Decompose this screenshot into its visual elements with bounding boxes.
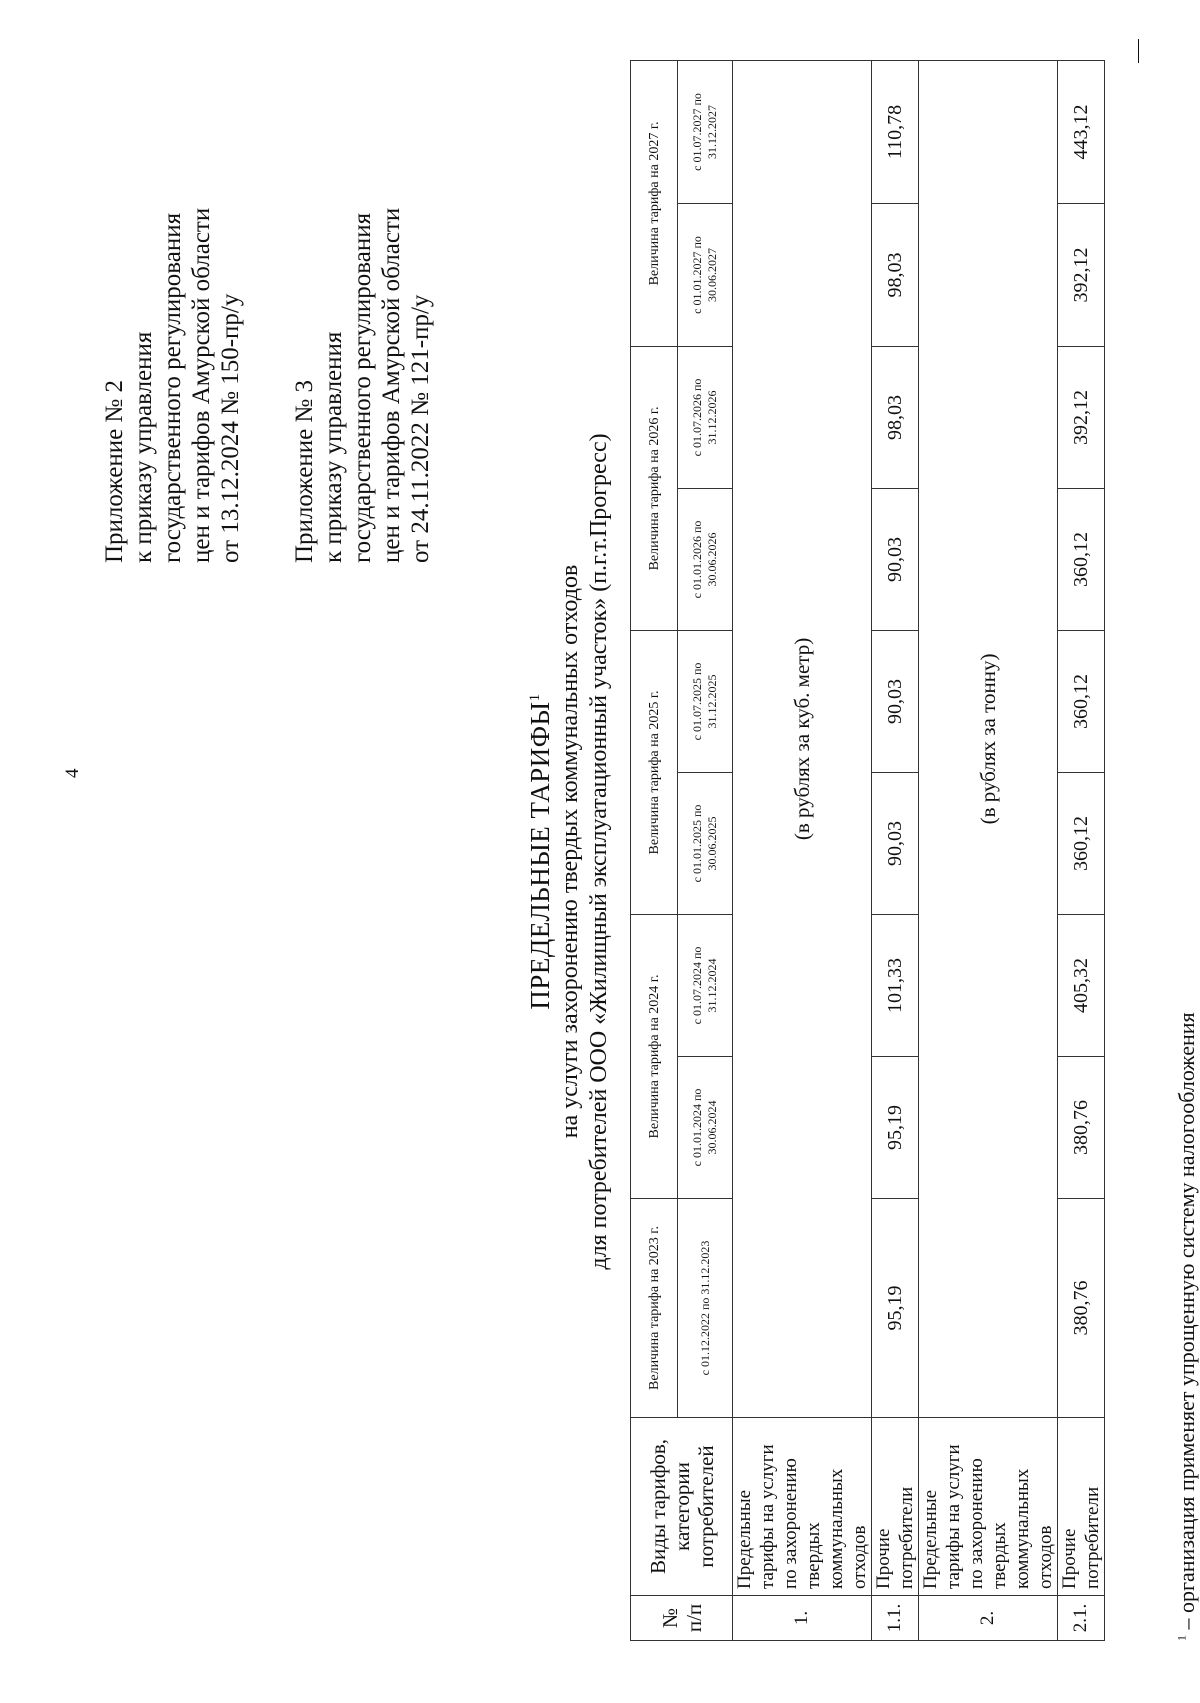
tariff-value: 110,78 [872, 60, 919, 203]
header-period: с 01.07.2025 по 31.12.2025 [678, 630, 733, 772]
tariff-value: 90,03 [872, 630, 919, 772]
row-num: 2.1. [1058, 1596, 1105, 1641]
header-period: с 01.12.2022 по 31.12.2023 [678, 1199, 733, 1418]
header-year: Величина тарифа на 2026 г. [631, 346, 678, 630]
section-name: Предельные тарифы на услуги по захоронению твердых коммунальных отходов [733, 1418, 872, 1596]
tariff-value: 380,76 [1058, 1199, 1105, 1418]
annex-line: цен и тарифов Амурской области [188, 207, 215, 563]
section-num: 2. [919, 1596, 1058, 1641]
annex-line: Приложение № 2 [101, 379, 128, 563]
tariff-table [630, 60, 1105, 1641]
table-row-section [919, 60, 1058, 1640]
page-number: 4 [62, 768, 83, 778]
annex-line: государственного регулирования [349, 212, 376, 563]
annex-line: цен и тарифов Амурской области [378, 207, 405, 563]
header-year: Величина тарифа на 2025 г. [631, 630, 678, 914]
table-row [1058, 60, 1105, 1640]
section-unit: (в рублях за куб. метр) [733, 60, 872, 1417]
title-block [520, 0, 614, 1703]
table-row [872, 60, 919, 1640]
header-name: Виды тарифов, категории потребителей [631, 1418, 733, 1596]
tariff-value: 101,33 [872, 914, 919, 1056]
annex-line: Приложение № 3 [291, 379, 318, 563]
title-footnote-mark: 1 [527, 693, 543, 702]
tariff-value: 392,12 [1058, 346, 1105, 488]
annex-line: от 24.11.2022 № 121-пр/у [407, 294, 434, 563]
row-num: 1.1. [872, 1596, 919, 1641]
annex-line: к приказу управления [130, 331, 157, 563]
tariff-value: 98,03 [872, 346, 919, 488]
tariff-value: 392,12 [1058, 203, 1105, 346]
header-year: Величина тарифа на 2023 г. [631, 1199, 678, 1418]
header-year: Величина тарифа на 2027 г. [631, 60, 678, 346]
section-num: 1. [733, 1596, 872, 1641]
scan-edge-mark [1138, 39, 1139, 63]
header-period: с 01.07.2027 по 31.12.2027 [678, 60, 733, 203]
header-period: с 01.07.2024 по 31.12.2024 [678, 914, 733, 1056]
tariff-value: 95,19 [872, 1199, 919, 1418]
header-period: с 01.01.2025 по 30.06.2025 [678, 772, 733, 914]
document-subtitle-consumer: для потребителей ООО «Жилищный эксплуатационный участок» (п.г.т.Прогресс) [586, 433, 612, 1270]
document-title [520, 0, 556, 1703]
annex-line: к приказу управления [320, 331, 347, 563]
tariff-value: 90,03 [872, 772, 919, 914]
header-period: с 01.01.2024 по 30.06.2024 [678, 1057, 733, 1199]
document-title-text: ПРЕДЕЛЬНЫЕ ТАРИФЫ [525, 701, 555, 1010]
annex-line: государственного регулирования [159, 212, 186, 563]
header-year: Величина тарифа на 2024 г. [631, 914, 678, 1198]
header-period: с 01.01.2027 по 30.06.2027 [678, 203, 733, 346]
header-period: с 01.07.2026 по 31.12.2026 [678, 346, 733, 488]
document-subtitle: на услуги захоронению твердых коммунальных отходов [557, 564, 583, 1139]
row-name: Прочие потребители [1058, 1418, 1105, 1596]
annex-block-previous [290, 208, 435, 563]
row-name: Прочие потребители [872, 1418, 919, 1596]
tariff-value: 360,12 [1058, 630, 1105, 772]
tariff-value: 360,12 [1058, 488, 1105, 630]
header-period: с 01.01.2026 по 30.06.2026 [678, 488, 733, 630]
header-num: № п/п [631, 1596, 733, 1641]
footnote-mark: 1 [1174, 1635, 1189, 1641]
tariff-value: 90,03 [872, 488, 919, 630]
annex-block-current [100, 208, 245, 563]
tariff-value: 405,32 [1058, 914, 1105, 1056]
tariff-value: 360,12 [1058, 772, 1105, 914]
tariff-value: 95,19 [872, 1057, 919, 1199]
annex-line: от 13.12.2024 № 150-пр/у [217, 293, 244, 563]
section-unit: (в рублях за тонну) [919, 60, 1058, 1417]
footnote [1174, 1012, 1200, 1641]
section-name: Предельные тарифы на услуги по захоронению твердых коммунальных отходов [919, 1418, 1058, 1596]
tariff-value: 380,76 [1058, 1057, 1105, 1199]
tariff-value: 443,12 [1058, 60, 1105, 203]
tariff-value: 98,03 [872, 203, 919, 346]
footnote-text: – организация применяет упрощенную систему налогообложения [1174, 1012, 1199, 1635]
table-row-section [733, 60, 872, 1640]
